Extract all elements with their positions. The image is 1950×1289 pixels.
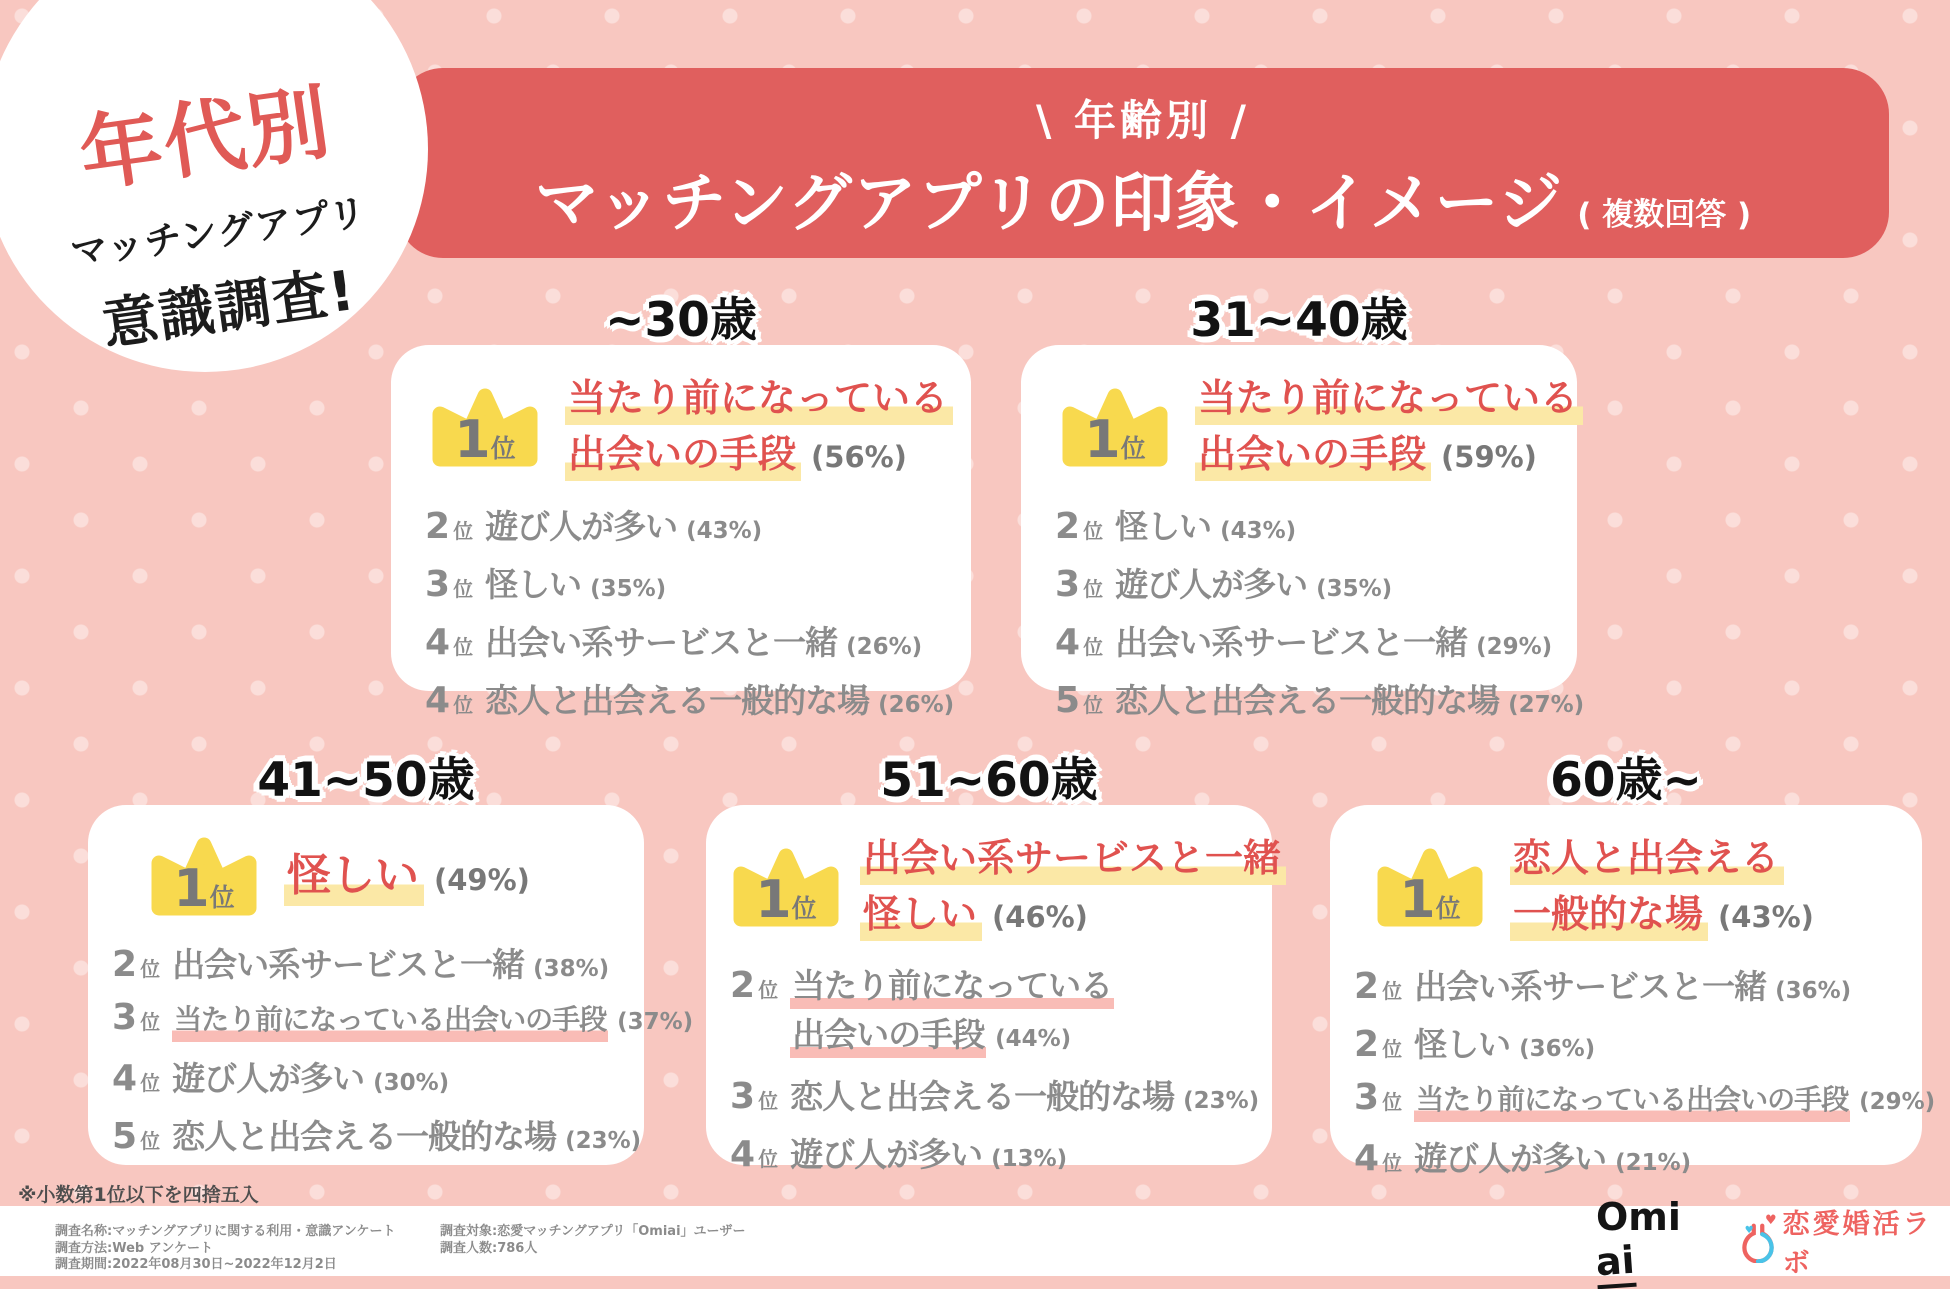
- age-card-under30: [391, 293, 971, 721]
- rank-label: 恋人と出会える一般的な場: [172, 1117, 557, 1156]
- first-percent: (43%): [1718, 899, 1814, 934]
- heart-icon: ♥: [1744, 1225, 1754, 1236]
- first-percent: (59%): [1441, 439, 1537, 474]
- first-line: 怪しい: [284, 850, 424, 906]
- rank-unit: 位: [453, 634, 474, 659]
- rank-percent: (13%): [991, 1145, 1068, 1172]
- survey-details-left: [55, 1224, 395, 1274]
- rank-unit: 位: [140, 1010, 161, 1034]
- omiai-logo: [1596, 1195, 1713, 1288]
- first-place-row: [1370, 831, 1922, 943]
- card-title: 60歳~: [1550, 753, 1702, 808]
- rank-percent: (44%): [995, 1026, 1072, 1053]
- rank-row: [730, 1129, 1272, 1176]
- rank-percent: (23%): [1183, 1087, 1260, 1114]
- survey-target: 調査対象:恋愛マッチングアプリ「Omiai」ユーザー: [440, 1224, 746, 1239]
- rank-row: [112, 1053, 644, 1100]
- rank-percent: (26%): [878, 691, 955, 718]
- crown-icon: [1370, 842, 1490, 932]
- lab-logo-text: 恋愛婚活ラボ: [1782, 1209, 1933, 1279]
- rank-unit: 位: [453, 518, 474, 543]
- rank-row: [1055, 617, 1577, 664]
- rank-row: [1354, 1076, 1936, 1122]
- first-place-label: [1195, 371, 1583, 483]
- badge-line1: 年代別: [74, 74, 338, 205]
- crown-icon: [726, 842, 846, 932]
- rank-number: 3: [1055, 563, 1081, 605]
- first-rank-number: 1: [1399, 869, 1436, 930]
- rank-row: [730, 961, 1272, 1060]
- rank-row: [112, 997, 694, 1042]
- renai-konkatsu-lab-logo: [1741, 1202, 1950, 1280]
- rank-label: 出会い系サービスと一緒: [172, 945, 525, 984]
- first-line: 出会い系サービスと一緒: [860, 836, 1286, 885]
- rank-unit: 位: [1382, 1150, 1403, 1175]
- rank-number: 2: [1354, 965, 1380, 1007]
- rank-percent: (36%): [1519, 1035, 1596, 1062]
- rank-unit: 位: [1382, 1089, 1403, 1114]
- age-card-51-60: [706, 753, 1282, 1175]
- rank-label: 怪しい: [1115, 506, 1212, 546]
- rank-row: [425, 559, 971, 606]
- first-place-row: [1055, 371, 1577, 483]
- first-percent: (46%): [992, 899, 1088, 934]
- survey-name: 調査名称:マッチングアプリに関する利用・意識アンケート: [55, 1224, 396, 1239]
- first-line: 出会いの手段: [565, 432, 801, 481]
- rank-unit: 位: [453, 576, 474, 601]
- omiai-logo-underlined: ai: [1594, 1237, 1636, 1289]
- card-title: 31~40歳: [1190, 293, 1408, 348]
- card-title: ~30歳: [605, 293, 757, 348]
- page-title: マッチングアプリの印象・イメージ: [534, 167, 1564, 241]
- survey-period: 調査期間:2022年08月30日~2022年12月2日: [55, 1257, 337, 1272]
- rank-label: 怪しい: [485, 564, 582, 604]
- first-place-label: [860, 831, 1286, 943]
- rank-number: 2: [1354, 1023, 1380, 1065]
- rank-row: [425, 675, 971, 722]
- first-place-row: [726, 831, 1282, 943]
- card-title: 51~60歳: [880, 753, 1098, 808]
- rank-number: 4: [425, 621, 451, 663]
- first-place-row: [425, 371, 971, 483]
- rank-unit: 位: [1435, 893, 1461, 923]
- rank-label: 当たり前になっている出会いの手段: [1414, 1078, 1850, 1122]
- rank-label: 遊び人が多い: [1414, 1138, 1607, 1178]
- age-card-31-40: [1021, 293, 1585, 721]
- rank-percent: (35%): [590, 575, 667, 602]
- rank-row: [1055, 501, 1577, 548]
- rank-list: [1330, 961, 1936, 1180]
- first-place-label: [284, 844, 530, 909]
- age-card-over60: [1330, 753, 1936, 1179]
- rank-label: 出会い系サービスと一緒: [485, 622, 838, 662]
- footer-logos: [1594, 1194, 1950, 1284]
- first-line: 出会いの手段: [1195, 432, 1431, 481]
- rank-row: [1354, 961, 1922, 1008]
- rank-unit: 位: [1083, 692, 1104, 717]
- flask-icon: [1741, 1213, 1777, 1263]
- rank-unit: 位: [1382, 978, 1403, 1003]
- rank-unit: 位: [1382, 1036, 1403, 1061]
- badge-line3: 意識調査!: [98, 257, 360, 357]
- rank-label: 怪しい: [1414, 1024, 1511, 1064]
- rank-label: 恋人と出会える一般的な場: [1115, 680, 1500, 720]
- header-kicker: \ 年齢別 /: [1036, 96, 1250, 145]
- rank-number: 2: [730, 964, 756, 1006]
- rank-row: [425, 617, 971, 664]
- rank-percent: (27%): [1508, 691, 1585, 718]
- rank-unit: 位: [1083, 576, 1104, 601]
- rank-row: [1055, 675, 1585, 722]
- first-line: 当たり前になっている: [565, 376, 953, 425]
- rank-unit: 位: [140, 1129, 161, 1153]
- first-rank-number: 1: [755, 869, 792, 930]
- first-place-label: [565, 371, 953, 483]
- rank-number: 4: [1354, 1137, 1380, 1179]
- rank-number: 5: [112, 1116, 138, 1157]
- rank-number: 2: [1055, 505, 1081, 547]
- rank-label: 遊び人が多い: [1115, 564, 1308, 604]
- first-line: 怪しい: [860, 892, 982, 941]
- rank-unit: 位: [1120, 433, 1146, 463]
- age-card-41-50: [88, 753, 694, 1165]
- heart-icon: ♥: [1764, 1213, 1777, 1228]
- rank-unit: 位: [758, 1146, 779, 1171]
- rank-unit: 位: [209, 883, 235, 912]
- page-title-note: ( 複数回答 ): [1577, 197, 1752, 233]
- rank-number: 3: [425, 563, 451, 605]
- rank-unit: 位: [758, 1088, 779, 1113]
- first-rank-number: 1: [173, 859, 210, 919]
- crown-icon: [144, 831, 264, 921]
- rank-label: 出会いの手段: [790, 1015, 986, 1058]
- rank-number: 2: [425, 505, 451, 547]
- rank-label: 当たり前になっている: [790, 966, 1114, 1009]
- rank-label: 恋人と出会える一般的な場: [790, 1076, 1175, 1116]
- rank-list: [706, 961, 1272, 1176]
- rank-label: 遊び人が多い: [172, 1059, 365, 1098]
- rank-number: 2: [112, 944, 138, 985]
- rank-unit: 位: [453, 692, 474, 717]
- rank-percent: (43%): [686, 517, 763, 544]
- rank-percent: (38%): [533, 956, 610, 982]
- rank-percent: (29%): [1476, 633, 1553, 660]
- rank-label: 恋人と出会える一般的な場: [485, 680, 870, 720]
- crown-icon: [425, 382, 545, 472]
- survey-details-right: [440, 1224, 746, 1257]
- rank-unit: 位: [758, 977, 779, 1002]
- rank-unit: 位: [140, 1071, 161, 1095]
- survey-badge: [0, 0, 428, 372]
- rank-number: 3: [730, 1075, 756, 1117]
- rank-label: 出会い系サービスと一緒: [1115, 622, 1468, 662]
- rank-number: 4: [1055, 621, 1081, 663]
- rank-percent: (29%): [1859, 1088, 1936, 1115]
- rank-list: [88, 939, 694, 1158]
- rank-list: [1021, 501, 1585, 722]
- rank-row: [730, 1071, 1272, 1118]
- rank-row: [112, 939, 644, 986]
- rank-row: [1354, 1019, 1922, 1066]
- rank-row: [1354, 1133, 1922, 1180]
- rank-unit: 位: [140, 957, 161, 981]
- rank-unit: 位: [1083, 518, 1104, 543]
- rank-row: [425, 501, 971, 548]
- rank-unit: 位: [1083, 634, 1104, 659]
- badge-line2: マッチングアプリ: [67, 190, 370, 275]
- rank-percent: (35%): [1316, 575, 1393, 602]
- rank-number: 3: [1354, 1076, 1380, 1118]
- rank-percent: (26%): [846, 633, 923, 660]
- rank-label: 遊び人が多い: [485, 506, 678, 546]
- rank-row: [112, 1111, 644, 1158]
- rank-label: 遊び人が多い: [790, 1134, 983, 1174]
- rank-number: 4: [112, 1058, 138, 1099]
- first-line: 一般的な場: [1510, 892, 1708, 941]
- card-title: 41~50歳: [257, 753, 475, 808]
- first-rank-number: 1: [454, 409, 491, 470]
- rank-percent: (37%): [617, 1009, 694, 1035]
- first-percent: (56%): [811, 439, 907, 474]
- rank-number: 4: [425, 679, 451, 721]
- rank-unit: 位: [791, 893, 817, 923]
- omiai-logo-text: Omi: [1596, 1194, 1681, 1239]
- rank-list: [391, 501, 971, 722]
- first-place-label: [1510, 831, 1814, 943]
- first-rank-number: 1: [1084, 409, 1121, 470]
- rank-unit: 位: [490, 433, 516, 463]
- rank-percent: (30%): [373, 1070, 450, 1096]
- crown-icon: [1055, 382, 1175, 472]
- survey-method: 調査方法:Web アンケート: [55, 1240, 213, 1256]
- rank-percent: (21%): [1615, 1149, 1692, 1176]
- rank-percent: (36%): [1775, 977, 1852, 1004]
- first-percent: (49%): [434, 862, 530, 897]
- rounding-footnote: ※小数第1位以下を四捨五入: [18, 1184, 259, 1206]
- first-line: 恋人と出会える: [1510, 836, 1784, 885]
- rank-percent: (43%): [1220, 517, 1297, 544]
- rank-label: 出会い系サービスと一緒: [1414, 966, 1767, 1006]
- rank-number: 5: [1055, 679, 1081, 721]
- first-line: 当たり前になっている: [1195, 376, 1583, 425]
- rank-number: 4: [730, 1133, 756, 1175]
- survey-count: 調査人数:786人: [440, 1240, 538, 1256]
- rank-row: [1055, 559, 1577, 606]
- first-place-row: [144, 831, 644, 921]
- rank-percent: (23%): [565, 1128, 642, 1154]
- rank-number: 3: [112, 997, 138, 1038]
- header-banner: [397, 68, 1889, 258]
- rank-label: 当たり前になっている出会いの手段: [172, 998, 608, 1042]
